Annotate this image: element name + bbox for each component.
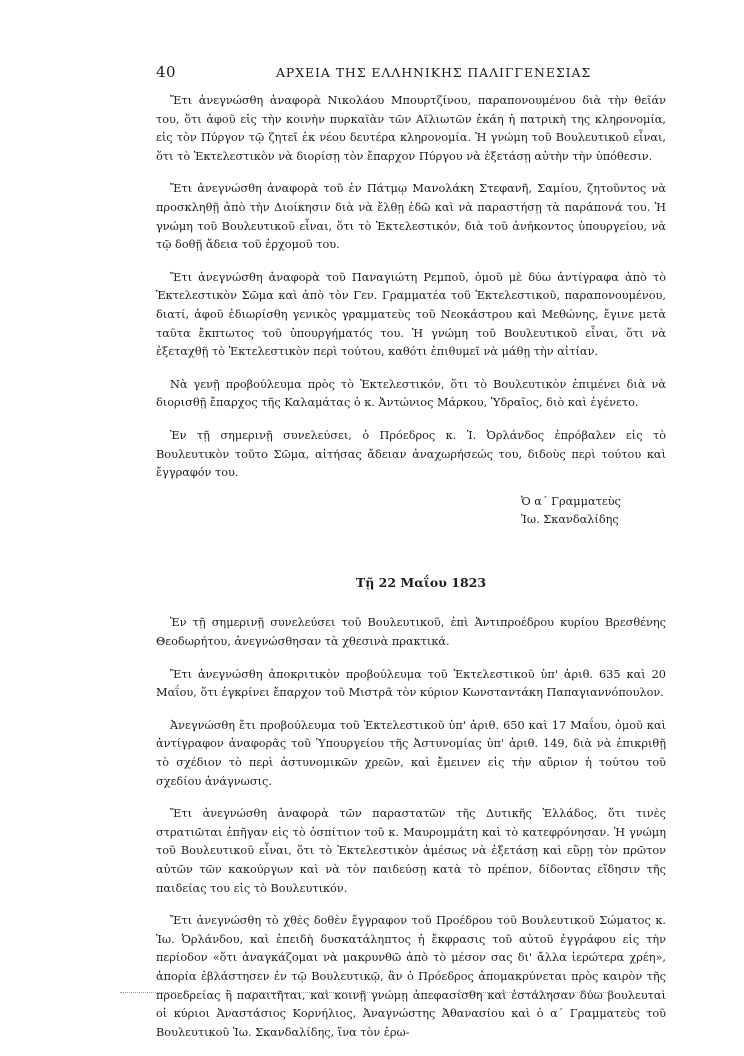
paragraph-western-greece-report: Ἔτι ἀνεγνώσθη ἀναφορὰ τῶν παραστατῶν τῆς Δυτικῆς Ἑλλάδος, ὅτι τινὲς στρατιῶται ἐπῆγαν εἰς τὸ ὀσπίτιον τοῦ κ. Μαυρομμάτη καὶ τὸ κατεφρόνησαν. Ἡ γνώμη τοῦ Βουλευτικοῦ εἶναι, ὅτι τὸ Ἐκτελεστικὸν ἀμέσως νὰ ἐξετάσῃ καὶ εὕρῃ τὸν πρῶτον αὐτῶν τῶν κακούργων καὶ νὰ τὸν παιδεύσῃ κατὰ τὸ πρέπον, δίδοντας εἴδησιν τῆς παιδείας του εἰς τὸ Βουλευτικόν. <box>156 807 666 895</box>
paragraph-mistras-eparch: Ἔτι ἀνεγνώσθη ἀποκριτικὸν προβούλευμα τοῦ Ἐκτελεστικοῦ ὑπ' ἀριθ. 635 καὶ 20 Μαΐου, ὅτι ἐγκρίνει ἔπαρχον τοῦ Μιστρᾶ τὸν κύριον Κωνσταντάκη Παπαγιαννόπουλον. <box>156 667 666 700</box>
session-date-heading: Τῇ 22 Μαΐου 1823 <box>355 574 487 590</box>
paragraph-stefanis-petition: Ἔτι ἀνεγνώσθη ἀναφορὰ τοῦ ἐν Πάτμῳ Μανολάκη Στεφανῆ, Σαμίου, ζητοῦντος νὰ προσκληθῇ ἀπὸ τὴν Διοίκησιν διὰ νὰ ἔλθῃ ἐδῶ καὶ νὰ παραστήσῃ τὰ παράπονά του. Ἡ γνώμη τοῦ Βουλευτικοῦ εἶναι, ὅτι τὸ Ἐκτελεστικόν, διὰ τοῦ ἀνήκοντος ὑπουργείου, νὰ τῷ δοθῇ ἄδεια τοῦ ἐρχομοῦ του. <box>156 182 666 252</box>
paragraph-session-opening: Ἐν τῇ σημερινῇ συνελεύσει τοῦ Βουλευτικοῦ, ἐπὶ Ἀντιπροέδρου κυρίου Βρεσθένης Θεοδωρήτου, ἀνεγνώσθησαν τὰ χθεσινὰ πρακτικά. <box>156 616 666 649</box>
paragraph-kalamata-eparch: Νὰ γενῇ προβούλευμα πρὸς τὸ Ἐκτελεστικόν, ὅτι τὸ Βουλευτικὸν ἐπιμένει διὰ νὰ διορισθῇ ἔπαρχος τῆς Καλαμάτας ὁ κ. Ἀντώνιος Μάρκου, Ὑδραῖος, διὸ καὶ ἐγένετο. <box>156 377 666 410</box>
running-title: ΑΡΧΕΙΑ ΤΗΣ ΕΛΛΗΝΙΚΗΣ ΠΑΛΙΓΓΕΝΕΣΙΑΣ <box>276 65 592 80</box>
paragraph-orlandos-document: Ἔτι ἀνεγνώσθη τὸ χθὲς δοθὲν ἔγγραφον τοῦ Προέδρου τοῦ Βουλευτικοῦ Σώματος κ. Ἰω. Ὀρλάνδου, καὶ ἐπειδὴ δυσκατάληπτος ἡ ἔκφρασις τοῦ αὐτοῦ ἐγγράφου εἰς τὴν περίοδον «ὅτι ἀναγκάζομαι νὰ μακρυνθῶ ἀπὸ τὸ μέσον σας δι' ἄλλα ἱερώτερα χρέη», ἀπορία ἐβλάστησεν ἐν τῷ Βουλευτικῷ, ἂν ὁ Πρόεδρος ἀπομακρύνεται πρὸς καιρὸν τῆς προεδρείας ἢ παραιτῆται, καὶ κοινῇ γνώμῃ ἀπεφασίσθη καὶ ἐστάλησαν δύω βουλευταὶ οἱ κύριοι Ἀναστάσιος Κορνήλιος, Ἀναγνώστης Ἀθανασίου καὶ ὁ α΄ Γραμματεὺς τοῦ Βουλευτικοῦ Ἰω. Σκανδαλίδης, ἵνα τὸν ἐρω- <box>156 914 666 1039</box>
paragraph-bourtzinos-petition: Ἔτι ἀνεγνώσθη ἀναφορὰ Νικολάου Μπουρτζίνου, παραπονουμένου διὰ τὴν θεῖάν του, ὅτι ἀφοῦ εἰς τὴν κοινὴν πυρκαϊὰν τῶν Αϊλιωτῶν ἐκάη ἡ πατρικὴ της κληρονομία, εἰς τὸν Πύργον τῷ ζητεῖ ἐκ νέου δευτέρα κληρονομία. Ἡ γνώμη τοῦ Βουλευτικοῦ εἶναι, ὅτι τὸ Ἐκτελεστικὸν νὰ διορίσῃ τὸν ἔπαρχον Πύργου νὰ ἐξετάσῃ αὐτὴν τὴν ὑπόθεσιν. <box>156 94 666 163</box>
page-number: 40 <box>156 63 177 81</box>
paragraph-police-draft: Ἀνεγνώσθη ἔτι προβούλευμα τοῦ Ἐκτελεστικοῦ ὑπ' ἀριθ. 650 καὶ 17 Μαΐου, ὁμοῦ καὶ ἀντίγραφον ἀναφορᾶς τοῦ Ὑπουργείου τῆς Ἀστυνομίας ὑπ' ἀριθ. 149, διὰ νὰ ἐπικριθῇ τὸ σχέδιον τὸ περὶ ἀστυνομικῶν χρεῶν, καὶ ἔμεινεν εἰς τὴν αὔριον ἡ τούτου τοῦ σχεδίου ἀνάγνωσις. <box>156 718 666 788</box>
signature-title: Ὁ α΄ Γραμματεὺς <box>521 494 621 508</box>
footer-divider-left <box>120 992 178 993</box>
signature-name: Ἰω. Σκανδαλίδης <box>521 513 619 527</box>
footer-divider-center <box>250 992 380 993</box>
page-body <box>156 92 666 1056</box>
signature-block <box>156 493 666 530</box>
paragraph-orlandos-leave: Ἐν τῇ σημερινῇ συνελεύσει, ὁ Πρόεδρος κ. Ἰ. Ὀρλάνδος ἐπρόβαλεν εἰς τὸ Βουλευτικὸν τοῦτο Σῶμα, αἰτήσας ἄδειαν ἀναχωρήσεώς του, διδοὺς περὶ τούτου καὶ ἔγγραφόν του. <box>156 428 666 480</box>
footer-divider-right <box>460 992 610 993</box>
paragraph-rempos-petition: Ἔτι ἀνεγνώσθη ἀναφορὰ τοῦ Παναγιώτη Ρεμποῦ, ὁμοῦ μὲ δύω ἀντίγραφα ἀπὸ τὸ Ἐκτελεστικὸν Σῶμα καὶ ἀπὸ τὸν Γεν. Γραμματέα τοῦ Ἐκτελεστικοῦ, παραπονουμένου, διατί, ἀφοῦ ἐδιωρίσθη γενικὸς γραμματεὺς τοῦ Νεοκάστρου καὶ Μεθώνης, ἔγινε μετὰ ταῦτα ἔκπτωτος τοῦ ὑπουργήματός του. Ἡ γνώμη τοῦ Βουλευτικοῦ εἶναι, ὅτι νὰ ἐξεταχθῇ τὸ Ἐκτελεστικὸν περὶ τούτου, καθότι ἐπιθυμεῖ νὰ μάθῃ τὴν αἰτίαν. <box>156 270 666 359</box>
